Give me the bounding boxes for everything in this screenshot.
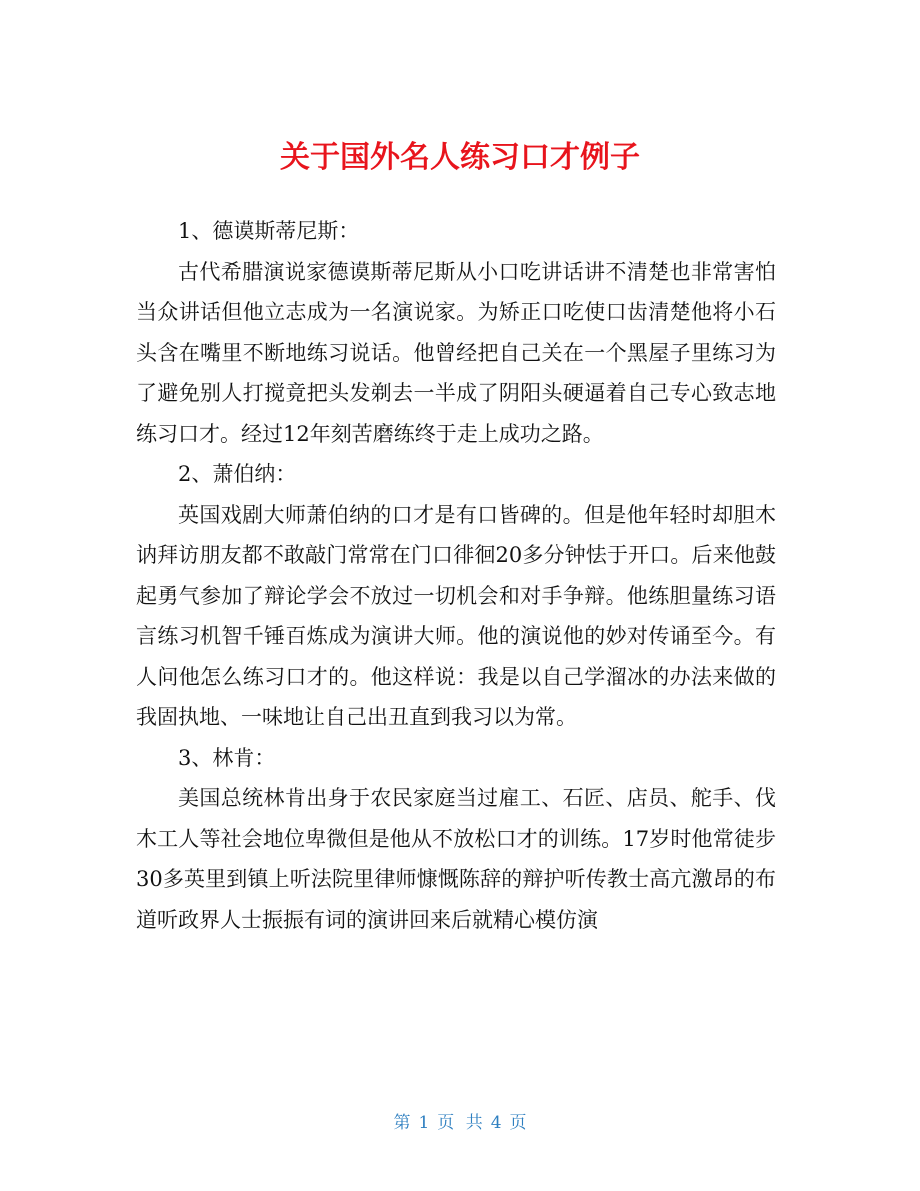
paragraph-heading-2: 2、萧伯纳： bbox=[178, 462, 297, 486]
document-title: 关于国外名人练习口才例子 bbox=[280, 140, 640, 176]
paragraph-body-3: 美国总统林肯出身于农民家庭当过雇工、石匠、店员、舵手、伐木工人等社会地位卑微但是他从不放松口才的训练。17岁时他常徒步30多英里到镇上听法院里律师慷慨陈辞的辩护听传教士高亢激昂的布道听政界人士振振有词的演讲回来后就精心模仿演 bbox=[136, 786, 776, 932]
page-label-suffix: 页 bbox=[509, 1113, 527, 1133]
page-footer bbox=[0, 1111, 920, 1135]
page-label-mid: 页 共 bbox=[437, 1113, 483, 1133]
document-body bbox=[136, 211, 776, 940]
paragraph-heading-3: 3、林肯： bbox=[178, 745, 276, 770]
current-page-number: 1 bbox=[418, 1113, 430, 1133]
page-label-prefix: 第 bbox=[393, 1113, 411, 1133]
paragraph-body-1: 古代希腊演说家德谟斯蒂尼斯从小口吃讲话讲不清楚也非常害怕当众讲话但他立志成为一名演说家。为矫正口吃使口齿清楚他将小石头含在嘴里不断地练习说话。他曾经把自己关在一个黑屋子里练习为了避免别人打搅竟把头发剃去一半成了阴阳头硬逼着自己专心致志地练习口才。经过12年刻苦磨练终于走上成功之路。 bbox=[136, 259, 776, 446]
paragraph-body-2: 英国戏剧大师萧伯纳的口才是有口皆碑的。但是他年轻时却胆木讷拜访朋友都不敢敲门常常在门口徘徊20多分钟怯于开口。后来他鼓起勇气参加了辩论学会不放过一切机会和对手争辩。他练胆量练习语言练习机智千锤百炼成为演讲大师。他的演说他的妙对传诵至今。有人问他怎么练习口才的。他这样说：我是以自己学溜冰的办法来做的我固执地、一味地让自己出丑直到我习以为常。 bbox=[136, 502, 776, 729]
paragraph-heading-1: 1、德谟斯蒂尼斯： bbox=[178, 219, 360, 243]
total-pages-number: 4 bbox=[490, 1113, 502, 1133]
